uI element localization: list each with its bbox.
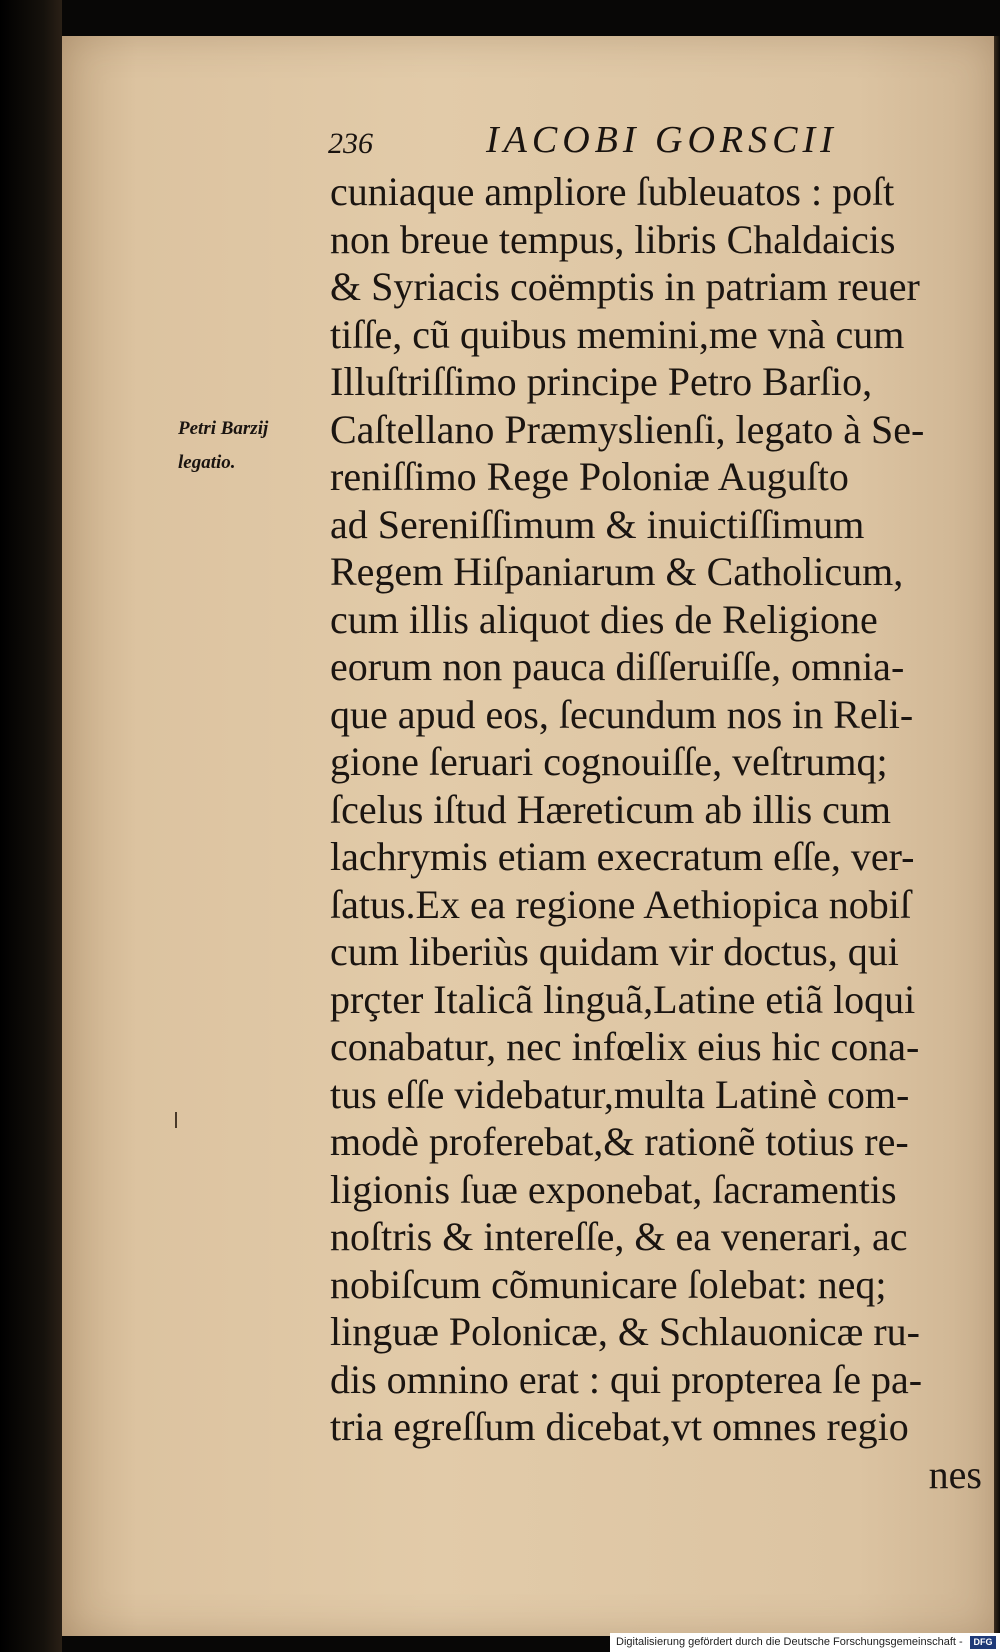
catchword: nes <box>928 1451 982 1497</box>
page-number: 236 <box>328 127 373 160</box>
text-line: nobiſcum cõmunicare ſolebat: neq; <box>330 1261 887 1307</box>
text-line: Illuſtriſſimo principe Petro Barſio, <box>330 359 873 404</box>
text-line: tiſſe, cũ quibus memini,me vnà cum <box>330 311 905 357</box>
footer-text: Digitalisierung gefördert durch die Deutsche Forschungsgemeinschaft - <box>616 1636 963 1648</box>
body-text <box>330 168 992 1498</box>
text-line: cum liberiùs quidam vir doctus, qui <box>330 929 899 974</box>
digitization-footer <box>610 1633 1000 1652</box>
text-line: conabatur, nec infœlix eius hic cona- <box>330 1024 920 1069</box>
ink-mark <box>175 1112 177 1128</box>
dfg-logo: DFG <box>970 1636 996 1649</box>
binding-gutter <box>0 0 62 1652</box>
text-line: prçter Italicã linguã,Latine etiã loqui <box>330 976 916 1022</box>
text-line: & Syriacis coëmptis in patriam reuer <box>330 264 920 309</box>
text-line: eorum non pauca diſſeruiſſe, omnia- <box>330 644 905 689</box>
text-line: tus eſſe videbatur,multa Latinè com- <box>330 1071 910 1117</box>
text-line: gione ſeruari cognouiſſe, veſtrumq; <box>330 739 888 784</box>
text-line: tria egreſſum dicebat,vt omnes regio <box>330 1404 909 1449</box>
text-line: noſtris & intereſſe, & ea venerari, ac <box>330 1214 908 1259</box>
marginal-note <box>178 412 268 480</box>
marginal-note-line: Petri Barzij <box>178 418 269 439</box>
text-line: que apud eos, ſecundum nos in Reli- <box>330 691 914 737</box>
text-line: Regem Hiſpaniarum & Catholicum, <box>330 549 904 594</box>
page-edge-shadow <box>994 36 1000 1636</box>
marginal-note-line: legatio. <box>178 452 236 473</box>
text-line: ſcelus iſtud Hæreticum ab illis cum <box>330 786 892 832</box>
running-title: IACOBI GORSCII <box>486 119 838 161</box>
text-line: lachrymis etiam execratum eſſe, ver- <box>330 834 915 879</box>
text-line: cuniaque ampliore ſubleuatos : poſt <box>330 169 895 214</box>
text-line: modè proferebat,& rationẽ totius re- <box>330 1119 909 1164</box>
text-line: reniſſimo Rege Poloniæ Auguſto <box>330 454 849 499</box>
text-line: ſatus.Ex ea regione Aethiopica nobiſ <box>330 881 911 927</box>
text-line: ad Sereniſſimum & inuictiſſimum <box>330 501 865 547</box>
text-line: dis omnino erat : qui propterea ſe pa- <box>330 1356 923 1402</box>
text-line: ligionis ſuæ exponebat, ſacramentis <box>330 1166 897 1212</box>
text-line: Caſtellano Præmyslienſi, legato à Se- <box>330 406 925 452</box>
text-line: linguæ Polonicæ, & Schlauonicæ ru- <box>330 1309 920 1354</box>
text-line: non breue tempus, libris Chaldaicis <box>330 216 896 262</box>
text-line: cum illis aliquot dies de Religione <box>330 596 878 642</box>
